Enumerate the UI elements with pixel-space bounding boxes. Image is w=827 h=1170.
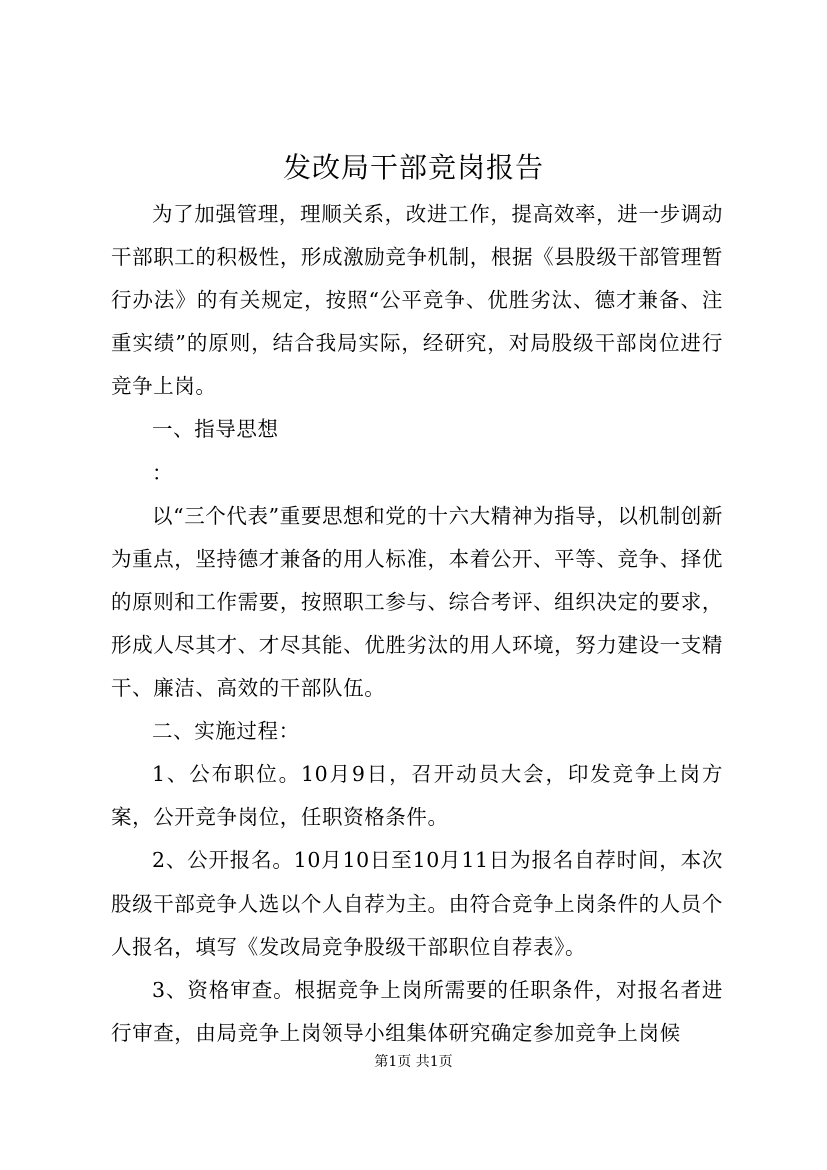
paragraph-colon: ： [152,460,174,485]
section-heading-implementation: 二、实施过程： [152,719,300,744]
document-body [111,193,723,1055]
paragraph-guiding-ideology: 以“三个代表”重要思想和党的十六大精神为指导，以机制创新为重点，坚持德才兼备的用人标准，本着公开、平等、竞争、择优的原则和工作需要，按照职工参与、综合考评、组织决定的要求，形成人尽其才、才尽其能、优胜劣汰的用人环境，努力建设一支精干、廉洁、高效的干部队伍。 [111,503,723,701]
paragraph-step-2: 2、公开报名。10月10日至10月11日为报名自荐时间，本次股级干部竞争人选以个人自荐为主。由符合竞争上岗条件的人员个人报名，填写《发改局竞争股级干部职位自荐表》。 [111,848,723,959]
document-title: 发改局干部竞岗报告 [282,151,544,184]
page-footer: 第1页 共1页 [374,1054,453,1070]
section-heading-guiding-ideology: 一、指导思想 [152,417,279,442]
paragraph-step-1: 1、公布职位。10月9日，召开动员大会，印发竞争上岗方案，公开竞争岗位，任职资格条件。 [111,762,723,830]
paragraph-intro: 为了加强管理，理顺关系，改进工作，提高效率，进一步调动干部职工的积极性，形成激励竞争机制，根据《县股级干部管理暂行办法》的有关规定，按照“公平竞争、优胜劣汰、德才兼备、注重实绩”的原则，结合我局实际，经研究，对局股级干部岗位进行竞争上岗。 [111,202,723,399]
paragraph-step-3: 3、资格审查。根据竞争上岗所需要的任职条件，对报名者进行审查，由局竞争上岗领导小组集体研究确定参加竞争上岗候 [111,977,723,1045]
